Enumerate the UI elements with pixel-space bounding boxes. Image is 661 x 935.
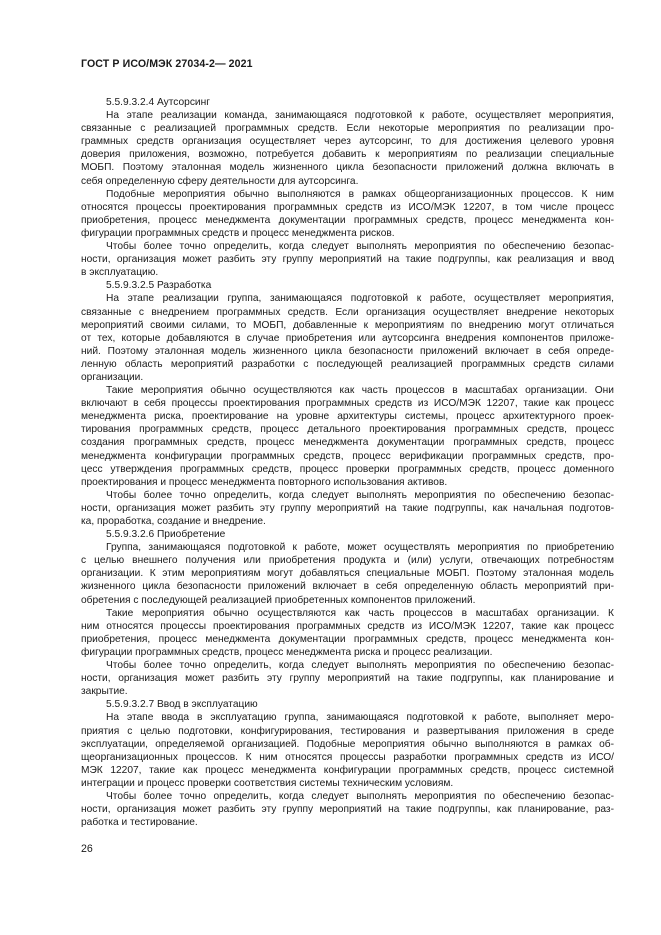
text-line: щеорганизационных процессов. К ним относятся процессы разработки программных средств из ИСО/ (81, 751, 614, 763)
text-line: Чтобы более точно определить, когда следует выполнять мероприятия по обеспечению безопас- (106, 489, 614, 501)
text-line: эксплуатации, определяемой организацией. Подобные мероприятия обычно выполняются в рамках об- (81, 738, 614, 750)
text-line: интеграции и процесс проверки соответствия системы техническим условиям. (81, 777, 454, 789)
text-line: граммных средств организация осуществляет через аутсорсинг, то для достижения целевого уровня (81, 136, 614, 148)
text-line: работка и тестирование. (81, 817, 198, 829)
text-line: фигурации программных средств, процесс менеджмента риска и процесс реализации. (81, 646, 493, 658)
text-line: менеджмента риска, проектирование на уровне архитектуры системы, процесс архитектурного проек- (81, 411, 614, 423)
text-line: приятия с целью подготовки, конфигурирования, тестирования и развертывания приложения в среде (81, 725, 614, 737)
text-line: включают в себя процессы проектирования программных средств из ИСО/МЭК 12207, такие как процесс (81, 398, 614, 410)
text-line: Подобные мероприятия обычно выполняются в рамках общеорганизационных процессов. К ним (106, 188, 614, 200)
text-line: ка, проработка, создание и внедрение. (81, 516, 266, 527)
text-line: приобретения, процесс менеджмента документации программных средств, процесс менеджмента кон- (81, 633, 614, 645)
text-line: 5.5.9.3.2.4 Аутсорсинг (106, 97, 210, 108)
text-line: мероприятий своими силами, то МОБП, добавленные к мероприятиям по внедрению могут отличаться (81, 319, 614, 331)
text-line: ности, организация может разбить эту группу мероприятий на такие подгруппы, как планирование, раз- (81, 804, 614, 816)
text-line: обретения с последующей реализацией приобретенных компонентов приложений. (81, 594, 476, 606)
text-line: приобретения, процесс менеджмента документации программных средств, процесс менеджмента кон- (81, 214, 614, 226)
text-line: На этапе реализации команда, занимающаяся подготовкой к работе, осуществляет мероприятия, (106, 110, 614, 122)
text-line: ности, организация может разбить эту группу мероприятий на такие подгруппы, как планирование и (81, 673, 614, 685)
text-line: связанные с реализацией программных средств. Если некоторые мероприятия по реализации про- (81, 123, 614, 135)
text-line: МЭК 12207, такие как процесс менеджмента конфигурации программных средств, процесс системной (81, 764, 614, 776)
document-body (81, 96, 614, 829)
text-line: менеджмента конфигурации программных средств, процесс верификации программных средств, про- (81, 450, 614, 462)
text-line: Чтобы более точно определить, когда следует выполнять мероприятия по обеспечению безопас- (106, 790, 614, 802)
text-line: в эксплуатацию. (81, 267, 159, 279)
text-line: ленную область мероприятий разработки с последующей реализацией программных средств силами (81, 358, 614, 370)
text-line: доверия приложения, возможно, потребуется добавить к мероприятиям по реализации специальные (81, 149, 614, 161)
text-line: На этапе ввода в эксплуатацию группа, занимающаяся подготовкой к работе, выполняет меро- (106, 712, 614, 724)
text-line: создания программных средств, процесс менеджмента документации программных средств, процесс (81, 437, 614, 449)
text-line: относятся процессы проектирования программных средств из ИСО/МЭК 12207, в том числе процесс (81, 201, 614, 213)
text-line: 5.5.9.3.2.6 Приобретение (106, 529, 226, 541)
text-line: ним относятся процессы проектирования программных средств из ИСО/МЭК 12207, такие как процесс (81, 620, 614, 632)
text-line: Чтобы более точно определить, когда следует выполнять мероприятия по обеспечению безопас- (106, 241, 614, 253)
text-line: Такие мероприятия обычно осуществляются как часть процессов в масштабах организации. Они (106, 385, 614, 397)
text-line: МОБП. Поэтому эталонная модель жизненного цикла безопасности приложений должна включать в (81, 162, 614, 174)
text-line: тирования программных средств, процесс детального проектирования программных средств, процесс (81, 424, 614, 436)
text-line: цесс утверждения программных средств, процесс проверки программных средств, процесс доменного (81, 463, 614, 475)
text-line: организации. (81, 371, 144, 383)
text-line: проектирования и процесс менеджмента повторного использования активов. (81, 476, 448, 488)
text-line: Чтобы более точно определить, когда следует выполнять мероприятия по обеспечению безопас- (106, 660, 614, 672)
text-line: ний. Поэтому эталонная модель жизненного цикла безопасности приложений включает в себя опреде- (81, 345, 614, 357)
text-line: связанные с внедрением программных средств. Если организация осуществляет внедрение некоторых (81, 306, 614, 318)
text-line: закрытие. (81, 686, 128, 698)
text-line: ности, организация может разбить эту группу мероприятий на такие подгруппы, как реализация и ввод (81, 254, 614, 266)
text-line: На этапе реализации группа, занимающаяся подготовкой к работе, осуществляет мероприятия, (106, 293, 614, 305)
text-line: фигурации программных средств и процесс менеджмента рисков. (81, 227, 395, 239)
text-line: Такие мероприятия обычно осуществляются как часть процессов в масштабах организации. К (106, 607, 614, 619)
text-line: себя определенную сферу деятельности для аутсорсинга. (81, 175, 359, 187)
page-number: 26 (81, 843, 93, 855)
text-line: 5.5.9.3.2.7 Ввод в эксплуатацию (106, 699, 258, 711)
text-line: организации. К этим мероприятиям могут добавляться специальные МОБП. Поэтому эталонная модель (81, 568, 614, 580)
document-header: ГОСТ Р ИСО/МЭК 27034-2— 2021 (81, 58, 253, 70)
text-line: жизненного цикла безопасности приложений включает в себя определенную область мероприятий при- (81, 581, 614, 593)
text-line: 5.5.9.3.2.5 Разработка (106, 280, 212, 292)
text-line: от тех, которые добавляются в случае приобретения или аутсорсинга внедрения компонентов приложе- (81, 332, 614, 344)
text-line: с целью внешнего получения или приобретения продукта и (или) услуги, отвечающих потребностям (81, 555, 614, 567)
text-line: ности, организация может разбить эту группу мероприятий на такие подгруппы, как начальная подготов- (81, 502, 614, 514)
text-line: Группа, занимающаяся подготовкой к работе, может осуществлять мероприятия по приобретению (106, 542, 614, 554)
